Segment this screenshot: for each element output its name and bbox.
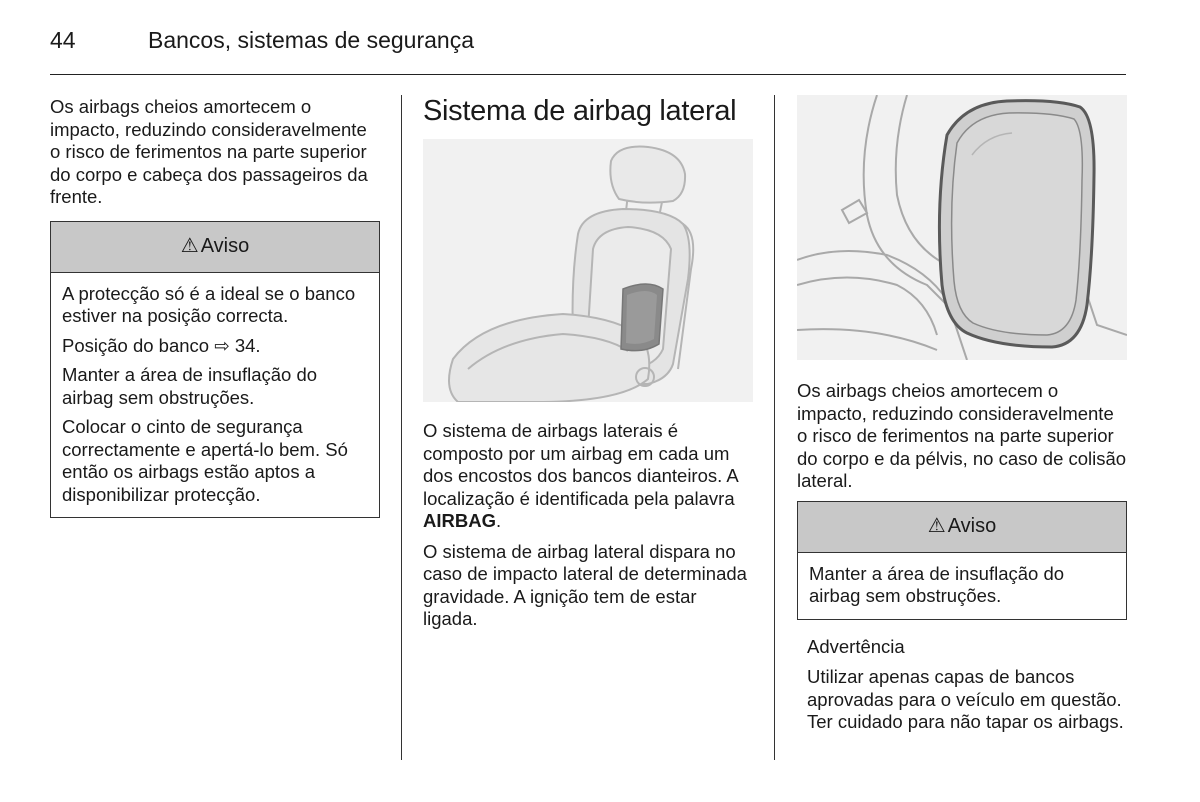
- warning-header: [51, 222, 379, 273]
- note-title: Advertência: [807, 635, 905, 657]
- warning-text: A protecção só é a ideal se o banco estiver na posição correcta.: [62, 282, 356, 326]
- airbag-system-paragraph: O sistema de airbags laterais é composto por um airbag em cada um dos encostos dos bancos dianteiros. A localização é identificada pela palavra AIRBAG.: [423, 420, 738, 531]
- warning-text: Posição do banco ⇨ 34.: [62, 334, 261, 356]
- note-block: [797, 636, 1127, 734]
- warning-triangle-icon: ⚠: [180, 235, 199, 258]
- column-divider: [774, 95, 775, 760]
- chapter-title: Bancos, sistemas de segurança: [148, 27, 475, 53]
- warning-title: Aviso: [200, 235, 250, 258]
- warning-text: Colocar o cinto de segurança correctamente e apertá-lo bem. Só então os airbags estão aptos a disponibilizar protecção.: [62, 416, 348, 505]
- warning-body: [51, 273, 379, 518]
- page-number: 44: [50, 27, 76, 53]
- deployed-airbag-illustration: [797, 95, 1127, 360]
- warning-body: [798, 553, 1126, 619]
- seat-illustration: [423, 139, 753, 402]
- warning-triangle-icon: ⚠: [927, 515, 946, 538]
- warning-text: Manter a área de insuflação do airbag sem obstruções.: [809, 562, 1065, 606]
- trigger-paragraph: O sistema de airbag lateral dispara no caso de impacto lateral de determinada gravidade. A ignição tem de estar ligada.: [423, 540, 747, 629]
- airbag-word: AIRBAG: [423, 510, 496, 531]
- column-divider: [401, 95, 402, 760]
- warning-title: Aviso: [947, 515, 997, 538]
- column-2: [423, 93, 753, 639]
- intro-paragraph: Os airbags cheios amortecem o impacto, reduzindo consideravelmente o risco de ferimentos na parte superior do corpo e cabeça dos passageiros da frente.: [50, 96, 368, 207]
- inflated-airbags-paragraph: Os airbags cheios amortecem o impacto, reduzindo consideravelmente o risco de ferimentos na parte superior do corpo e da pélvis, no caso de colisão lateral.: [797, 380, 1127, 491]
- warning-header: [798, 502, 1126, 553]
- warning-text: Manter a área de insuflação do airbag sem obstruções.: [62, 364, 318, 408]
- warning-box: [797, 501, 1127, 620]
- section-heading: Sistema de airbag lateral: [423, 95, 737, 127]
- warning-box: [50, 221, 380, 519]
- airbag-drawing: [797, 95, 1127, 360]
- column-3: [797, 95, 1127, 742]
- seat-drawing: [423, 139, 753, 402]
- page-header: [50, 26, 1126, 75]
- column-1: [50, 96, 380, 518]
- note-body: Utilizar apenas capas de bancos aprovadas para o veículo em questão. Ter cuidado para não tapar os airbags.: [807, 666, 1124, 732]
